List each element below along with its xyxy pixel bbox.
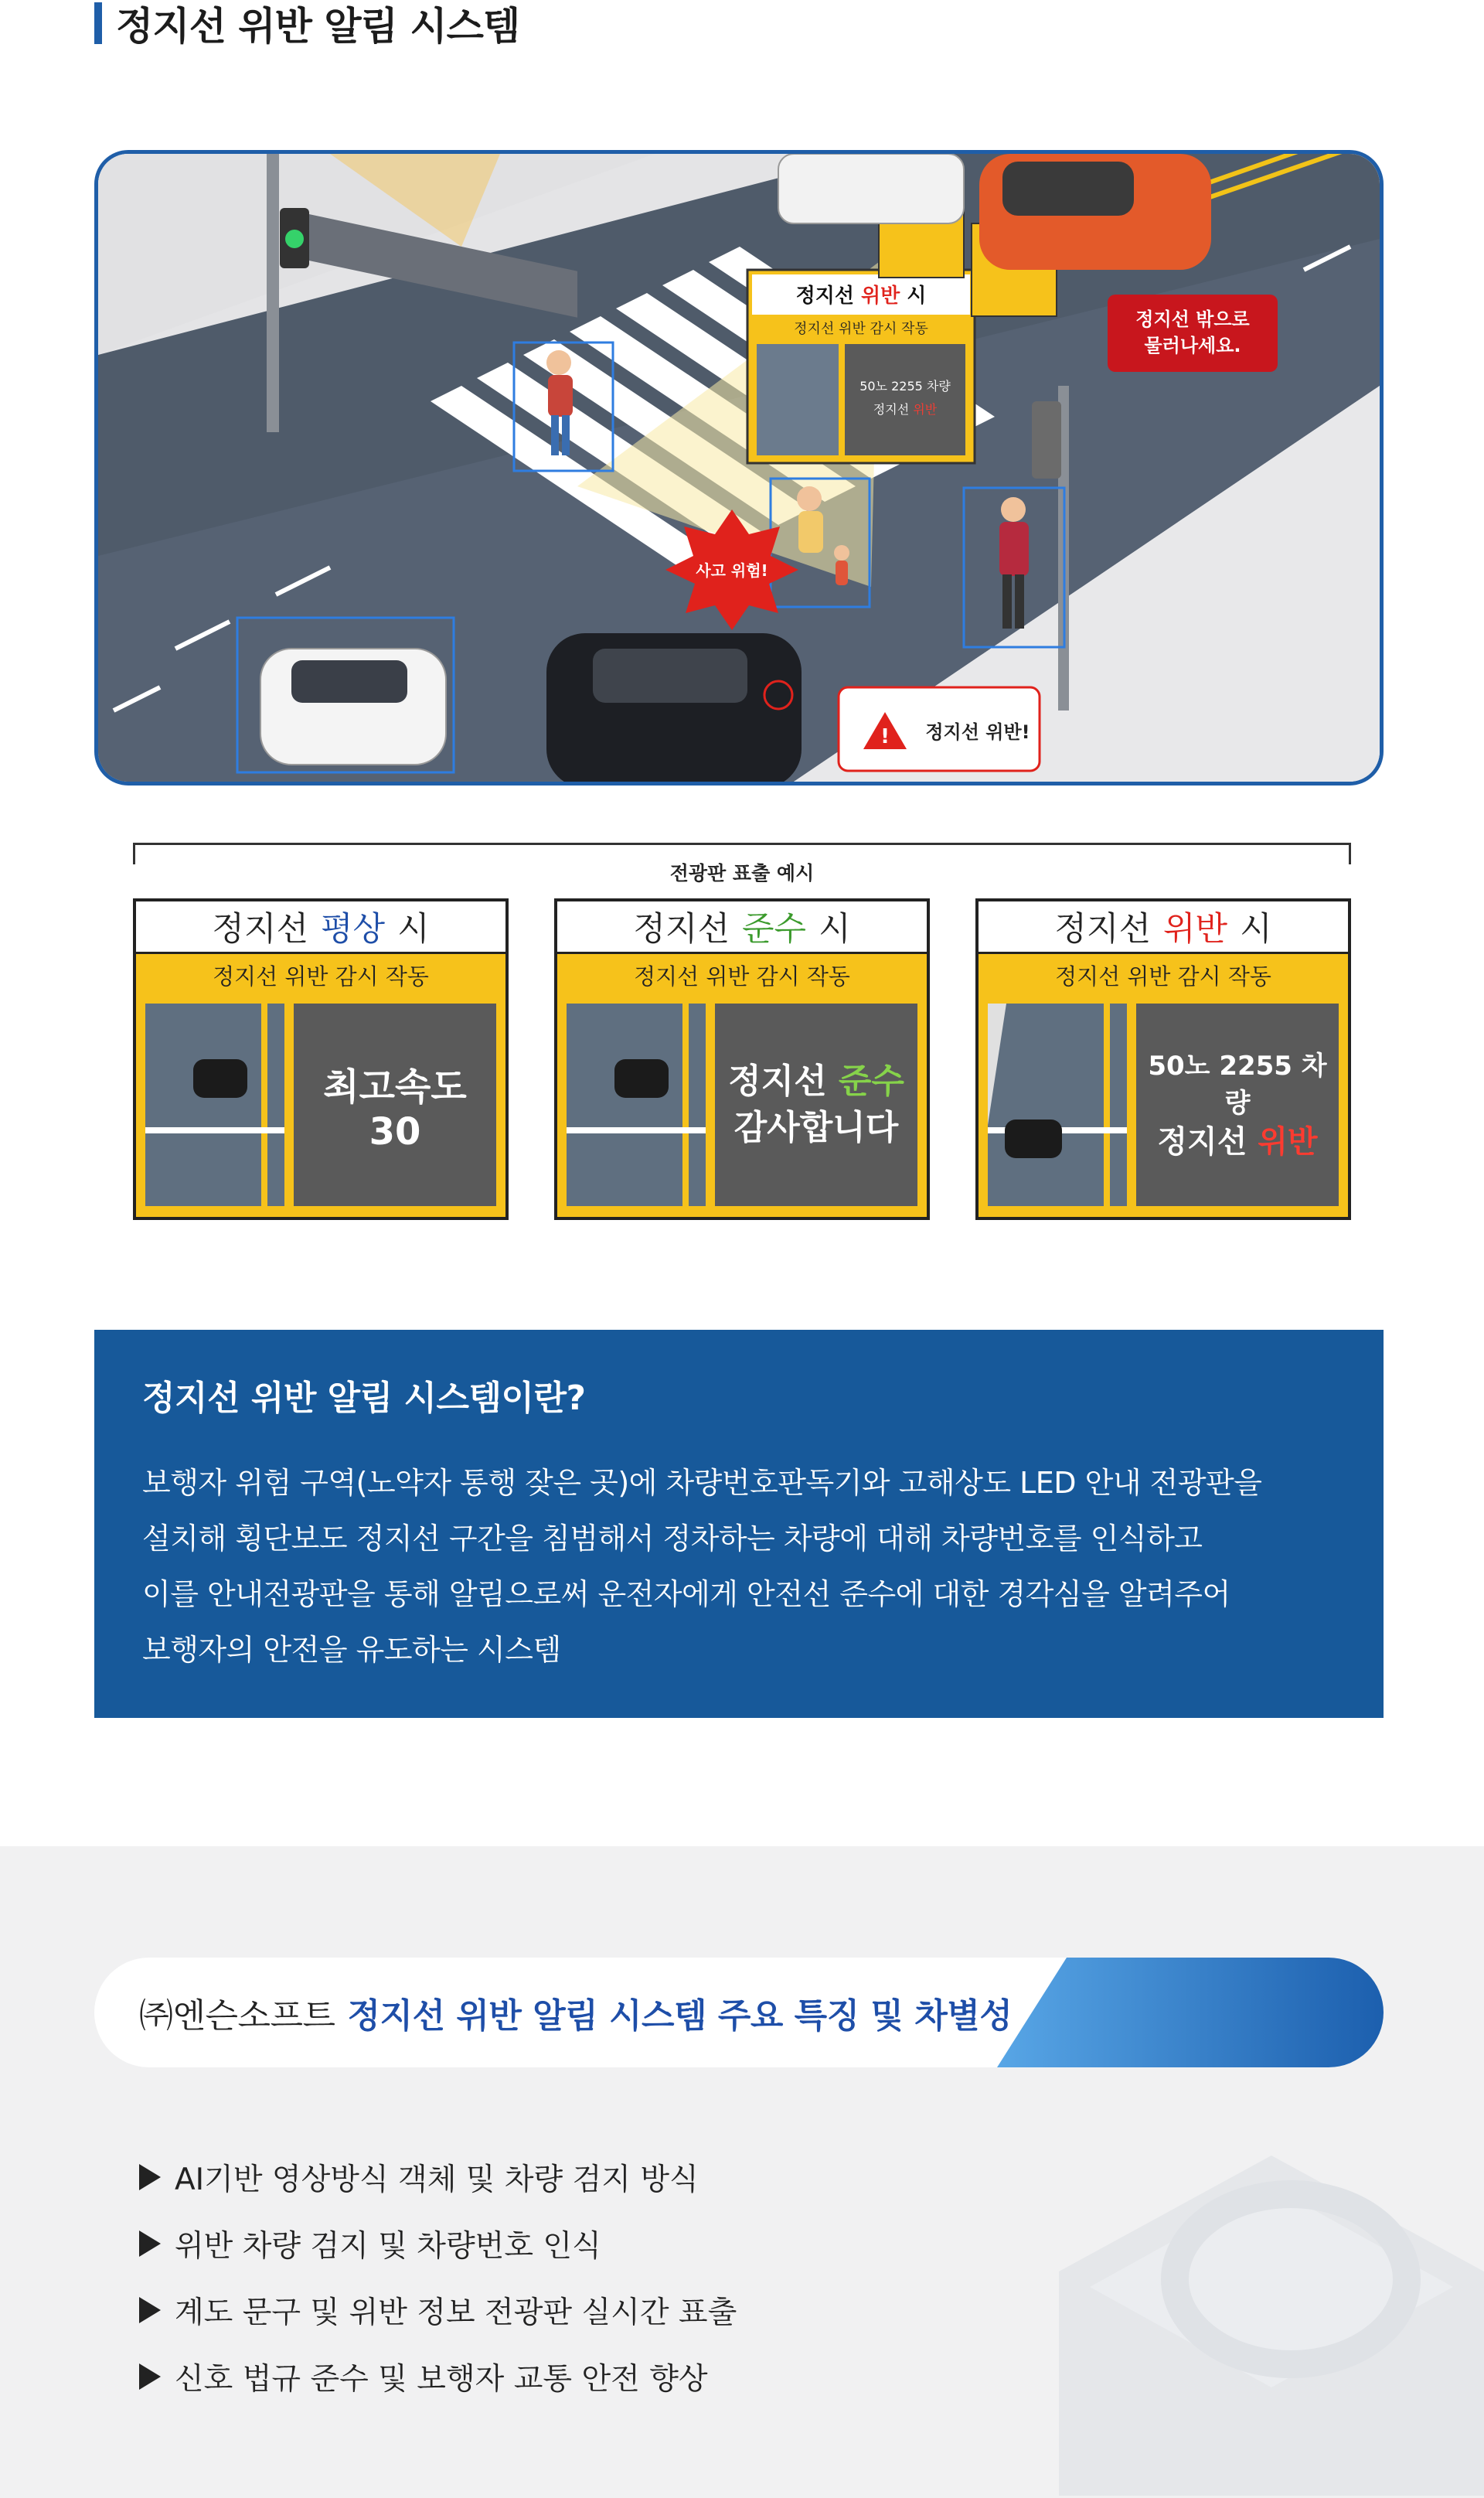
- logo-watermark-icon: [1059, 2156, 1484, 2496]
- card-display: [136, 996, 505, 1217]
- card-title: [979, 901, 1348, 954]
- card-title-a: 정지선: [1054, 910, 1151, 949]
- sign-title-a: 정지선: [795, 285, 861, 308]
- feature-text: AI기반 영상방식 객체 및 차량 검지 방식: [175, 2162, 699, 2197]
- bubble-text-line2: 물러나세요.: [1144, 335, 1241, 356]
- sign-msg-b: 위반: [913, 402, 938, 417]
- danger-text: 사고 위험!: [696, 561, 768, 580]
- title-accent-bar: [94, 2, 102, 44]
- road-view: [567, 1004, 706, 1206]
- screen-line2: [1157, 1122, 1317, 1162]
- screen-line1-a: 정지선: [728, 1062, 839, 1101]
- card-title: [557, 901, 927, 954]
- examples-label: 전광판 표출 예시: [669, 862, 815, 884]
- card-subtitle: 정지선 위반 감시 작동: [979, 954, 1348, 996]
- screen-line1: [728, 1058, 904, 1105]
- card-display: [979, 996, 1348, 1217]
- list-item: [139, 2144, 737, 2210]
- main-sign-board: [747, 270, 975, 463]
- card-title-a: 정지선: [633, 910, 730, 949]
- sign-card-normal: [133, 898, 509, 1220]
- card-title-c: 시: [1240, 910, 1272, 949]
- company-name: ㈜엔슨소프트: [139, 1996, 335, 2036]
- screen-line2: 감사합니다: [733, 1108, 899, 1147]
- description-line: 설치해 횡단보도 정지선 구간을 침범해서 정차하는 차량에 대해 차량번호를 인식하고: [142, 1522, 1203, 1556]
- features-section: [0, 1846, 1484, 2498]
- bubble-text-line1: 정지선 밖으로: [1135, 308, 1250, 330]
- sign-msg-a: 정지선: [873, 402, 914, 417]
- card-title-status: 위반: [1163, 910, 1228, 949]
- sign-title-c: 시: [900, 285, 927, 308]
- triangle-bullet-icon: [139, 2297, 161, 2323]
- card-title-c: 시: [819, 910, 851, 949]
- page-header: [94, 0, 520, 49]
- list-item: [139, 2343, 737, 2410]
- list-item: [139, 2277, 737, 2343]
- alert-text: 정지선 위반!: [925, 721, 1030, 743]
- system-illustration: [94, 150, 1384, 786]
- svg-text:!: !: [880, 725, 890, 748]
- description-line: 보행자 위험 구역(노약자 통행 잦은 곳)에 차량번호판독기와 고해상도 LED 안내 전광판을: [142, 1466, 1262, 1500]
- screen-line1: 50노 2255 차량: [1148, 1051, 1327, 1119]
- road-view: [145, 1004, 284, 1206]
- sign-sub: 정지선 위반 감시 작동: [794, 321, 928, 337]
- screen-line2-status: 위반: [1258, 1124, 1318, 1160]
- car-icon: [193, 1059, 247, 1098]
- card-title: [136, 901, 505, 954]
- car-icon: [1005, 1119, 1062, 1158]
- card-title-status: 평상: [321, 910, 386, 949]
- card-display: [557, 996, 927, 1217]
- screen-line1-status: 준수: [838, 1062, 904, 1101]
- feature-text: 계도 문구 및 위반 정보 전광판 실시간 표출: [175, 2295, 737, 2330]
- feature-text: 위반 차량 검지 및 차량번호 인식: [175, 2229, 601, 2264]
- led-screen: [715, 1004, 917, 1206]
- card-title-a: 정지선: [212, 910, 308, 949]
- card-subtitle: 정지선 위반 감시 작동: [136, 954, 505, 996]
- triangle-bullet-icon: [139, 2164, 161, 2190]
- features-heading: [139, 1958, 1012, 2067]
- sign-title-b: 위반: [861, 285, 900, 308]
- led-screen: [1136, 1004, 1339, 1206]
- road-view: [988, 1004, 1127, 1206]
- screen-line1: 최고속도 30: [323, 1065, 467, 1154]
- sign-card-comply: [554, 898, 930, 1220]
- sign-plate: 50노 2255 차량: [859, 379, 951, 394]
- description-line: 보행자의 안전을 유도하는 시스템: [142, 1633, 561, 1667]
- feature-list: [139, 2144, 737, 2410]
- triangle-bullet-icon: [139, 2230, 161, 2257]
- screen-line2-a: 정지선: [1157, 1124, 1258, 1160]
- card-subtitle: 정지선 위반 감시 작동: [557, 954, 927, 996]
- features-heading-pill: [94, 1958, 1384, 2067]
- svg-text:정지선 위반: [873, 402, 938, 417]
- pill-accent: [997, 1958, 1384, 2067]
- card-title-status: 준수: [742, 910, 807, 949]
- card-title-c: 시: [397, 910, 430, 949]
- violation-alert: [839, 687, 1040, 771]
- sign-card-violation: [975, 898, 1351, 1220]
- car-icon: [614, 1059, 669, 1098]
- system-description: [94, 1330, 1384, 1718]
- triangle-bullet-icon: [139, 2363, 161, 2390]
- feature-text: 신호 법규 준수 및 보행자 교통 안전 향상: [175, 2362, 708, 2397]
- description-title: 정지선 위반 알림 시스템이란?: [142, 1379, 586, 1418]
- led-screen: [294, 1004, 496, 1206]
- description-line: 이를 안내전광판을 통해 알림으로써 운전자에게 안전선 준수에 대한 경각심을 알려주어: [142, 1577, 1230, 1611]
- features-heading-text: 정지선 위반 알림 시스템 주요 특징 및 차별성: [347, 1996, 1013, 2036]
- list-item: [139, 2210, 737, 2277]
- svg-text:정지선 위반 시: [796, 284, 927, 308]
- page-title: 정지선 위반 알림 시스템: [116, 4, 520, 49]
